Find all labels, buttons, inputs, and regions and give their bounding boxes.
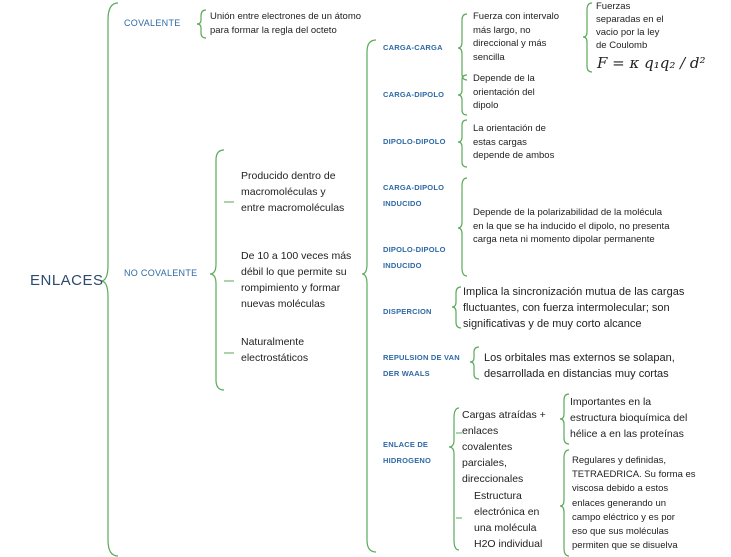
type-dispercion: DISPERCION	[383, 307, 432, 316]
type-carga-dipolo-inducido: CARGA-DIPOLO INDUCIDO	[383, 183, 445, 208]
hidrogeno-sub1-desc: Importantes en la estructura bioquímica del hélice a en las proteínas	[570, 396, 688, 440]
hidrogeno-sub2: Estructura electrónica en una molécula H2O individual	[474, 490, 543, 550]
trait-2: De 10 a 100 veces más débil lo que permite su rompimiento y formar nuevas moléculas	[241, 250, 352, 310]
covalente-desc: Unión entre electrones de un átomo para formar la regla del octeto	[210, 11, 362, 36]
root-node: ENLACES	[30, 272, 104, 289]
van-der-waals-desc: Los orbitales mas externos se solapan, desarrollada en distancias muy cortas	[484, 352, 675, 380]
trait-1: Producido dentro de macromoléculas y entre macromoléculas	[241, 170, 345, 214]
hidrogeno-sub2-desc: Regulares y definidas, TETRAEDRICA. Su forma es viscosa debido a estos enlaces generando un campo eléctrico y es por eso que sus moléculas permiten que se disuelva	[572, 455, 696, 552]
hidrogeno-sub1: Cargas atraídas + enlaces covalentes parciales, direccionales	[462, 409, 546, 485]
coulomb-note: Fuerzas separadas en el vacio por la ley de Coulomb	[596, 1, 664, 51]
type-carga-carga: CARGA-CARGA	[383, 43, 443, 52]
type-van-der-waals: REPULSION DE VAN DER WAALS	[383, 353, 460, 378]
inducido-desc: Depende de la polarizabilidad de la molécula en la que se ha inducido el dipolo, no presenta carga neta ni momento dipolar permanente	[473, 207, 670, 245]
dispercion-desc: Implica la sincronización mutua de las cargas fluctuantes, con fuerza intermolecular; son significativas y de muy corto alcance	[463, 286, 685, 330]
type-enlace-hidrogeno: ENLACE DE HIDROGENO	[383, 440, 432, 465]
covalente-label: COVALENTE	[124, 18, 181, 28]
trait-3: Naturalmente electrostáticos	[241, 336, 309, 364]
type-carga-dipolo: CARGA-DIPOLO	[383, 90, 445, 99]
dipolo-dipolo-desc: La orientación de estas cargas depende de ambos	[473, 123, 555, 161]
no-covalente-label: NO COVALENTE	[124, 268, 198, 278]
type-dipolo-dipolo: DIPOLO-DIPOLO	[383, 137, 446, 146]
carga-carga-desc: Fuerza con intervalo más largo, no direccional y más sencilla	[473, 11, 560, 63]
carga-dipolo-desc: Depende de la orientación del dipolo	[473, 73, 535, 111]
coulomb-formula: F = κ q₁q₂ / d²	[597, 54, 706, 72]
type-dipolo-dipolo-inducido: DIPOLO-DIPOLO INDUCIDO	[383, 245, 446, 270]
